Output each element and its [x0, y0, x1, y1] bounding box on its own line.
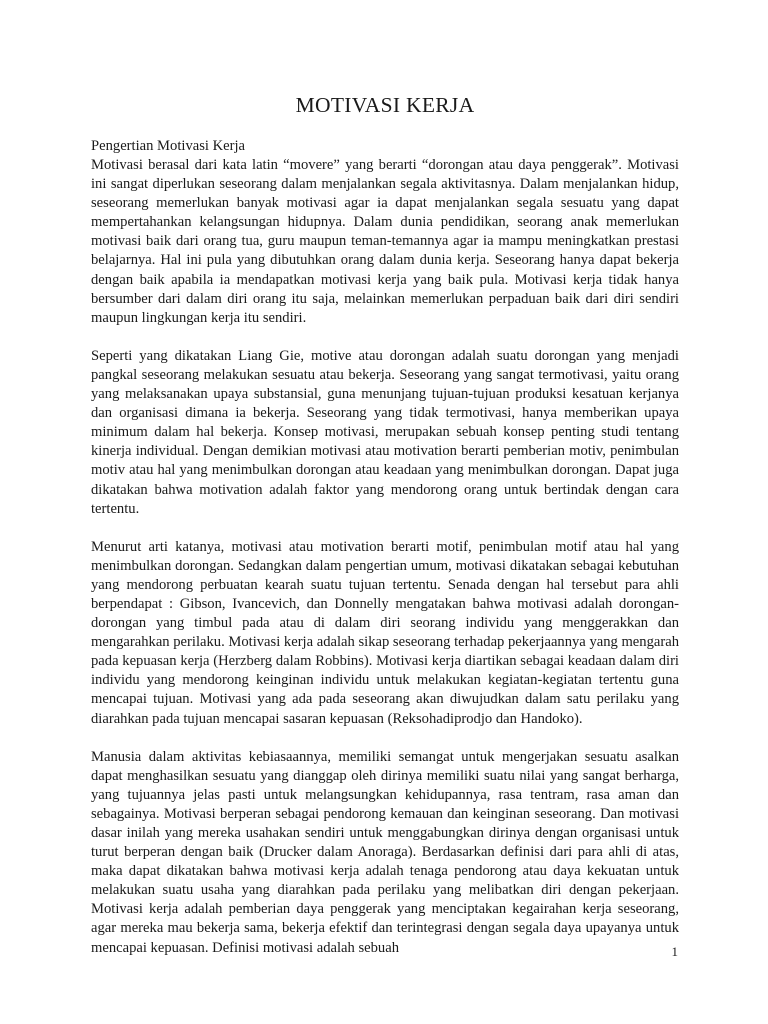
- page-number: 1: [671, 944, 678, 959]
- paragraph-3: Menurut arti katanya, motivasi atau motivation berarti motif, penimbulan motif atau hal yang menimbulkan dorongan. Sedangkan dalam pengertian umum, motivasi dikatakan sebagai kebutuhan yang mendorong perbuatan kearah suatu tujuan tertentu. Senada dengan hal tersebut para ahli berpendapat : Gibson, Ivancevich, dan Donnelly mengatakan bahwa motivasi adalah dorongan-dorongan yang timbul pada atau di dalam diri seorang individu yang menggerakkan dan mengarahkan perilaku. Motivasi kerja adalah sikap seseorang terhadap pekerjaannya yang mengarah pada kepuasan kerja (Herzberg dalam Robbins). Motivasi kerja diartikan sebagai keadaan dalam diri individu yang mendorong keinginan individu untuk melakukan kegiatan-kegiatan tertentu guna mencapai tujuan. Motivasi yang ada pada seseorang akan diwujudkan dalam satu perilaku yang diarahkan pada tujuan mencapai sasaran kepuasan (Reksohadiprodjo dan Handoko).: [91, 538, 679, 727]
- paragraph-1: Motivasi berasal dari kata latin “movere” yang berarti “dorongan atau daya penggerak”. Motivasi ini sangat diperlukan seseorang dalam menjalankan segala aktivitasnya. Dalam menjalankan hidup, seseorang memerlukan banyak motivasi agar ia dapat menjalankan segala sesuatu yang dapat mempertahankan kelangsungan hidupnya. Dalam dunia pendidikan, seorang anak memerlukan motivasi baik dari orang tua, guru maupun teman-temannya agar ia mampu meningkatkan prestasi belajarnya. Hal ini pula yang dibutuhkan orang dalam dunia kerja. Seseorang hanya dapat bekerja dengan baik apabila ia mendapatkan motivasi kerja yang baik pula. Motivasi kerja tidak hanya bersumber dari dalam diri orang itu saja, melainkan memerlukan perpaduan baik dari diri sendiri maupun lingkungan kerja itu sendiri.: [91, 157, 679, 326]
- paragraph-4: Manusia dalam aktivitas kebiasaannya, memiliki semangat untuk mengerjakan sesuatu asalkan dapat menghasilkan sesuatu yang dianggap oleh dirinya memiliki suatu nilai yang sangat berharga, yang tujuannya jelas pasti untuk melangsungkan kehidupannya, rasa tentram, rasa aman dan sebagainya. Motivasi berperan sebagai pendorong kemauan dan keinginan seseorang. Dan motivasi dasar inilah yang mereka usahakan sendiri untuk menggabungkan dirinya dengan organisasi untuk turut berperan dengan baik (Drucker dalam Anoraga). Berdasarkan definisi dari para ahli di atas, maka dapat dikatakan bahwa motivasi kerja adalah tenaga pendorong atau daya kekuatan untuk melakukan suatu usaha yang diarahkan pada perilaku yang melibatkan diri dengan pekerjaan. Motivasi kerja adalah pemberian daya penggerak yang menciptakan kegairahan kerja seseorang, agar mereka mau bekerja sama, bekerja efektif dan terintegrasi dengan segala daya upayanya untuk mencapai kepuasan. Definisi motivasi adalah sebuah: [91, 748, 679, 956]
- section-subheading: Pengertian Motivasi Kerja: [91, 138, 246, 154]
- document-page: [91, 93, 679, 977]
- document-title: MOTIVASI KERJA: [295, 93, 475, 117]
- paragraph-2: Seperti yang dikatakan Liang Gie, motive atau dorongan adalah suatu dorongan yang menjadi pangkal seseorang melakukan sesuatu atau bekerja. Seseorang yang sangat termotivasi, yaitu orang yang melaksanakan upaya substansial, guna menunjang tujuan-tujuan produksi kesatuan kerjanya dan organisasi dimana ia bekerja. Seseorang yang tidak termotivasi, hanya memberikan upaya minimum dalam hal bekerja. Konsep motivasi, merupakan sebuah konsep penting studi tentang kinerja individual. Dengan demikian motivasi atau motivation berarti pemberian motiv, penimbulan motiv atau hal yang menimbulkan dorongan atau keadaan yang menimbulkan dorongan. Dapat juga dikatakan bahwa motivation adalah faktor yang mendorong orang untuk bertindak dengan cara tertentu.: [91, 347, 679, 517]
